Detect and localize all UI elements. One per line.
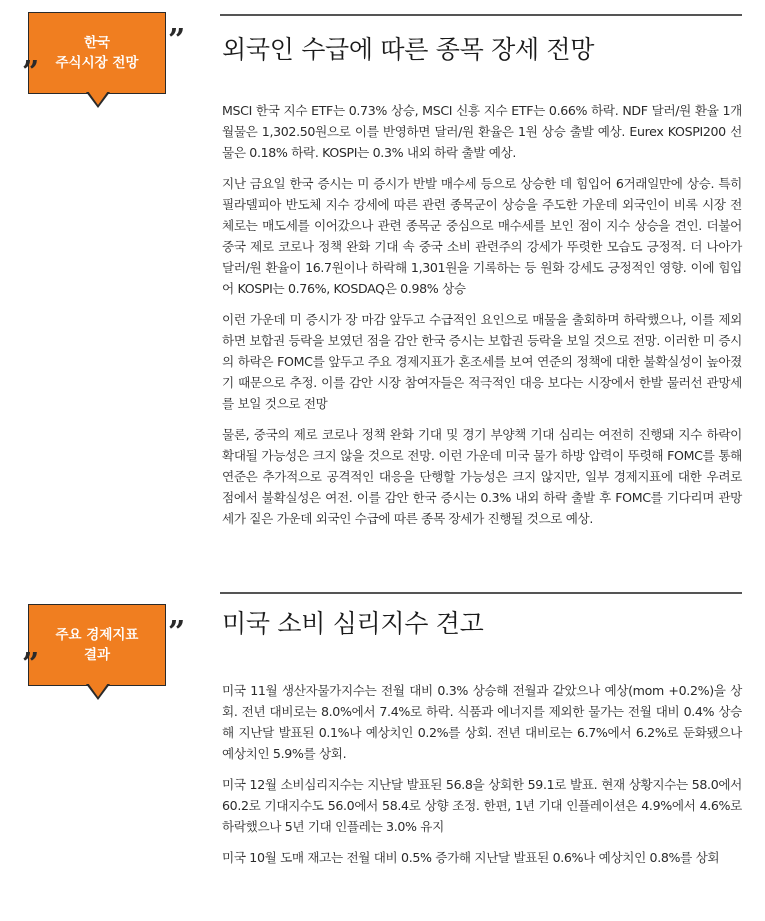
section-body [222,680,742,878]
paragraph: 미국 11월 생산자물가지수는 전월 대비 0.3% 상승해 전월과 같았으나 예상(mom +0.2%)을 상회. 전년 대비로는 8.0%에서 7.4%로 하락. 식품과 에너지를 제외한 물가는 전월 대비 0.4% 상승해 지난달 발표된 0.1%나 예상치인 0.2%를 상회. 전년 대비로는 6.7%에서 6.2%로 둔화됐으나 예상치인 5.9%를 상회. [222,683,742,761]
section-title: 미국 소비 심리지수 견고 [222,609,484,638]
paragraph: 지난 금요일 한국 증시는 미 증시가 반발 매수세 등으로 상승한 데 힘입어 6거래일만에 상승. 특히 필라델피아 반도체 지수 강세에 따른 관련 종목군이 상승을 주도한 가운데 외국인이 비록 시장 전체로는 매도세를 이어갔으나 관련 종목군 중심으로 매수세를 보인 점이 지수 상승을 견인. 더불어 중국 제로 코로나 정책 완화 기대 속 중국 소비 관련주의 강세가 뚜렷한 모습도 긍정적. 더 나아가 달러/원 환율이 16.7원이나 하락해 1,301원을 기록하는 등 원화 강세도 긍정적인 영향. 이에 힘입어 KOSPI는 0.76%, KOSDAQ은 0.98% 상승 [222,176,742,296]
section-divider [220,592,742,594]
section-tag [22,604,186,712]
paragraph: MSCI 한국 지수 ETF는 0.73% 상승, MSCI 신흥 지수 ETF는 0.66% 하락. NDF 달러/원 환율 1개월물은 1,302.50원으로 이를 반영하면 달러/원 환율은 1원 상승 출발 예상. Eurex KOSPI200 선물은 0.18% 하락. KOSPI는 0.3% 내외 하락 출발 예상. [222,103,742,160]
section-body [222,100,742,539]
section-tag [22,12,186,120]
section-tag-line-2: 결과 [83,647,111,663]
paragraph: 물론, 중국의 제로 코로나 정책 완화 기대 및 경기 부양책 기대 심리는 여전히 진행돼 지수 하락이 확대될 가능성은 크지 않을 것으로 전망. 이런 가운데 미국 물가 하방 압력이 뚜렷해 FOMC를 통해 연준은 추가적으로 공격적인 대응을 단행할 가능성은 크지 않지만, 일부 경제지표에 대한 우려로 점에서 불확실성은 여전. 이를 감안 한국 증시는 0.3% 내외 하락 출발 후 FOMC를 기다리며 관망세가 짙은 가운데 외국인 수급에 따른 종목 장세가 진행될 것으로 예상. [222,427,742,526]
speech-tail [88,91,108,105]
speech-tail [88,683,108,697]
paragraph: 미국 12월 소비심리지수는 지난달 발표된 56.8을 상회한 59.1로 발표. 현재 상황지수는 58.0에서 60.2로 기대지수도 56.0에서 58.4로 상향 조정. 한편, 1년 기대 인플레이션은 4.9%에서 4.6%로 하락했으나 5년 기대 인플레는 3.0% 유지 [222,777,742,834]
section-tag-line-1: 한국 [83,35,111,51]
section-economic-indicators [0,580,765,921]
section-tag-box [28,12,166,94]
section-title: 외국인 수급에 따른 종목 장세 전망 [222,35,595,64]
quote-mark-icon: ” [22,647,40,682]
quote-mark-icon: ” [22,55,40,90]
quote-mark-icon: ” [168,615,186,650]
section-divider [220,14,742,16]
section-tag-line-2: 주식시장 전망 [55,55,139,71]
paragraph: 미국 10월 도매 재고는 전월 대비 0.5% 증가해 지난달 발표된 0.6%나 예상치인 0.8%를 상회 [222,850,720,865]
quote-mark-icon: ” [168,23,186,58]
section-tag-box [28,604,166,686]
section-tag-line-1: 주요 경제지표 [55,627,139,643]
paragraph: 이런 가운데 미 증시가 장 마감 앞두고 수급적인 요인으로 매물을 출회하며 하락했으나, 이를 제외하면 보합권 등락을 보였던 점을 감안 한국 증시는 보합권 등락을 보일 것으로 전망. 이러한 미 증시의 하락은 FOMC를 앞두고 주요 경제지표가 혼조세를 보여 연준의 정책에 대한 불확실성이 높아졌기 때문으로 추정. 이를 감안 시장 참여자들은 적극적인 대응 보다는 시장에서 한발 물러선 관망세를 보일 것으로 전망 [222,312,742,411]
